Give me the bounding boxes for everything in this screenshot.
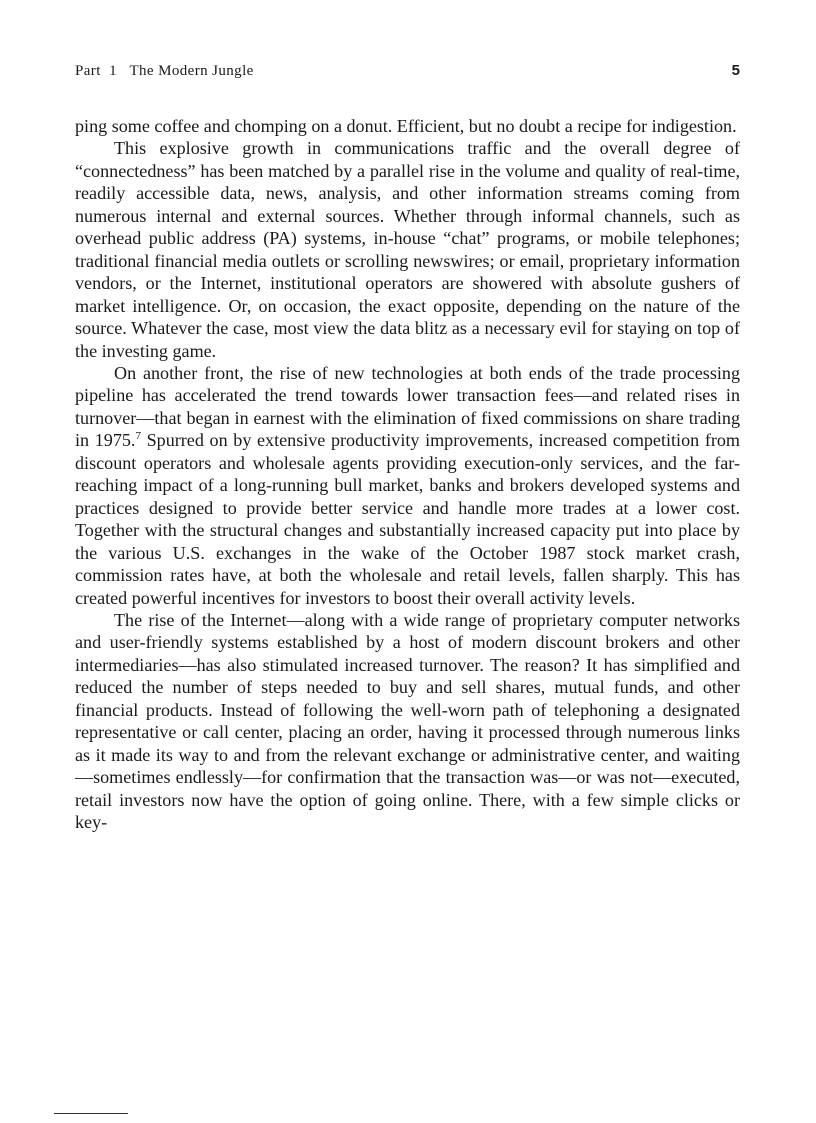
- part-title: The Modern Jungle: [129, 63, 254, 79]
- paragraph-internet: The rise of the Internet—along with a wide range of proprietary computer networks and user-friendly systems established by a host of modern discount brokers and other intermediaries—has also stimulated increased turnover. The reason? It has simplified and reduced the number of steps needed to buy and sell shares, mutual funds, and other financial products. Instead of following the well-worn path of telephoning a designated representative or call center, placing an order, having it processed through numerous links as it made its way to and from the relevant exchange or administrative center, and waiting—sometimes endlessly—for confirmation that the transaction was—or was not—executed, retail investors now have the option of going online. There, with a few simple clicks or key-: [75, 609, 740, 833]
- paragraph-text: On another front, the rise of new technologies at both ends of the trade processing pipeline has accelerated the trend towards lower transaction fees—and related rises in turnover—that began in earnest with the elimination of fixed commissions on share trading in 1975.: [75, 362, 740, 451]
- paragraph-text: Spurred on by extensive productivity improvements, increased competition from discount operators and wholesale agents providing execution-only services, and the far-reaching impact of a long-running bull market, banks and brokers developed systems and practices designed to provide better service and handle more trades at a lower cost. Together with the structural changes and substantially increased capacity put into place by the various U.S. exchanges in the wake of the October 1987 stock market crash, commission rates have, at both the wholesale and retail levels, fallen sharply. This has created powerful incentives for investors to boost their overall activity levels.: [75, 430, 740, 608]
- footnote-reference[interactable]: 7: [135, 430, 141, 443]
- page-body: [75, 115, 740, 834]
- footnote-rule: [54, 1113, 128, 1114]
- page-number: 5: [731, 62, 740, 79]
- paragraph-connectedness: This explosive growth in communications traffic and the overall degree of “connectedness” has been matched by a parallel rise in the volume and quality of real-time, readily accessible data, news, analysis, and other information streams coming from numerous internal and external sources. Whether through informal channels, such as overhead public address (PA) systems, in-house “chat” programs, or mobile telephones; traditional financial media outlets or scrolling newswires; or email, proprietary information vendors, or the Internet, institutional operators are showered with absolute gushers of market intelligence. Or, on occasion, the exact opposite, depending on the nature of the source. Whatever the case, most view the data blitz as a necessary evil for staying on top of the investing game.: [75, 138, 740, 361]
- running-head: [75, 61, 740, 81]
- part-label: Part: [75, 63, 101, 79]
- paragraph-technologies: [75, 362, 740, 609]
- paragraph-continued: ping some coffee and chomping on a donut. Efficient, but no doubt a recipe for indigestion.: [75, 116, 737, 136]
- part-number: 1: [109, 63, 117, 79]
- running-head-part: [75, 61, 254, 81]
